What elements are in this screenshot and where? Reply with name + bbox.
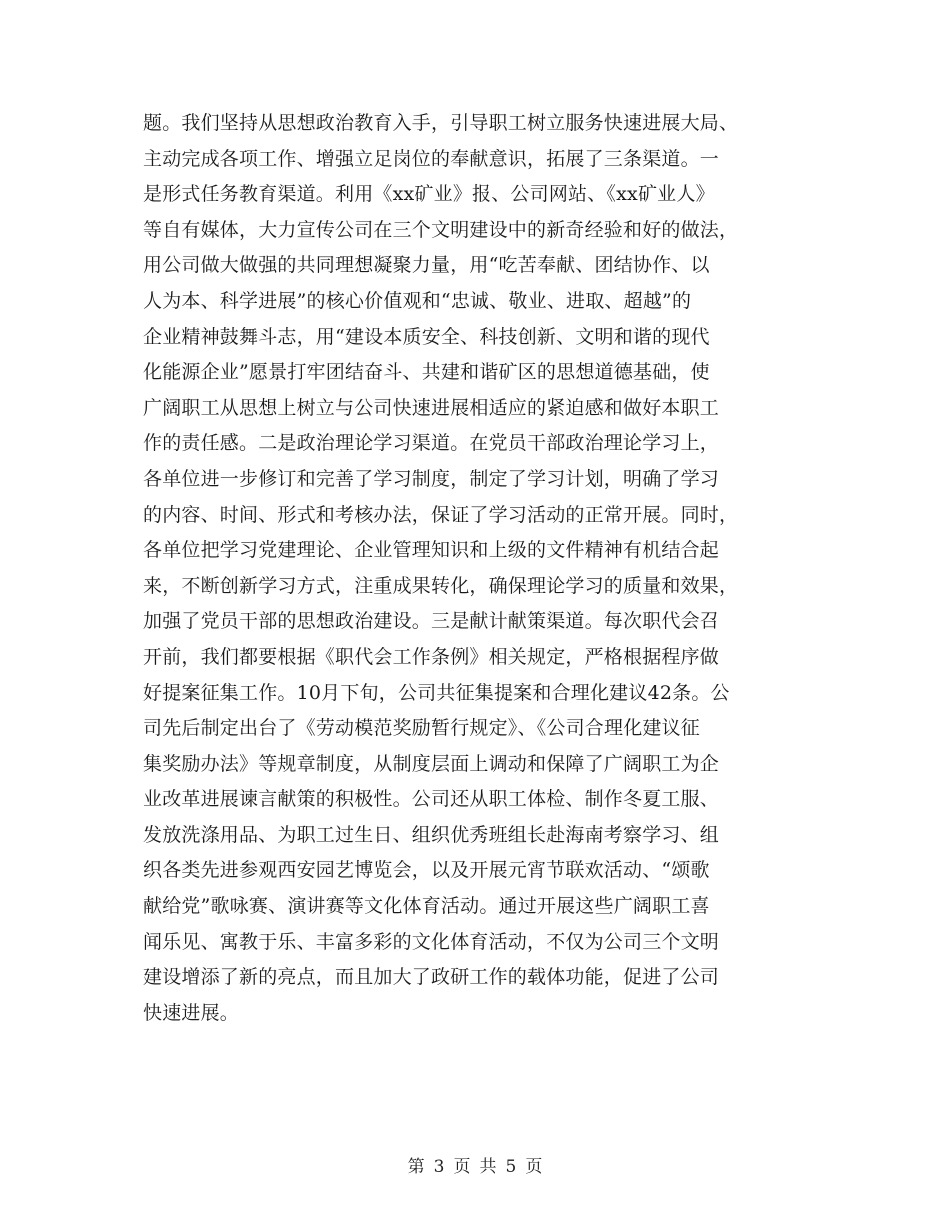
text-line: 题。我们坚持从思想政治教育入手，引导职工树立服务快速进展大局、 <box>143 112 739 134</box>
text-line: 司先后制定出台了《劳动模范奖励暂行规定》、《公司合理化建议征 <box>143 717 701 740</box>
footer-suffix: 页 <box>525 1157 543 1177</box>
text-line: 人为本、科学进展”的核心价值观和“忠诚、敬业、进取、超越”的 <box>143 289 692 312</box>
body-text <box>143 106 823 1031</box>
footer-page-word: 页 <box>453 1157 471 1177</box>
current-page-number: 3 <box>433 1157 445 1177</box>
text-line: 是形式任务教育渠道。利用《xx矿业》报、公司网站、《xx矿业人》 <box>143 183 715 206</box>
text-line: 加强了党员干部的思想政治建设。三是献计献策渠道。每次职代会召 <box>143 610 720 633</box>
text-line: 企业精神鼓舞斗志，用“建设本质安全、科技创新、文明和谐的现代 <box>143 325 710 348</box>
text-line: 各单位把学习党建理论、企业管理知识和上级的文件精神有机结合起 <box>143 539 720 562</box>
text-line: 开前，我们都要根据《职代会工作条例》相关规定，严格根据程序做 <box>143 645 720 668</box>
text-line: 快速进展。 <box>143 1001 240 1024</box>
text-line: 广阔职工从思想上树立与公司快速进展相适应的紧迫感和做好本职工 <box>143 396 720 419</box>
text-line: 好提案征集工作。10月下旬，公司共征集提案和合理化建议42条。公 <box>143 681 730 704</box>
text-line: 用公司做大做强的共同理想凝聚力量，用“吃苦奉献、团结协作、以 <box>143 254 710 277</box>
text-line: 主动完成各项工作、增强立足岗位的奉献意识，拓展了三条渠道。一 <box>143 147 720 170</box>
total-pages-number: 5 <box>505 1157 517 1177</box>
text-line: 集奖励办法》等规章制度，从制度层面上调动和保障了广阔职工为企 <box>143 752 720 775</box>
footer-prefix: 第 <box>407 1157 425 1177</box>
text-line: 业改革进展谏言献策的积极性。公司还从职工体检、制作冬夏工服、 <box>143 788 720 811</box>
page-footer <box>0 1156 950 1178</box>
text-line: 献给党”歌咏赛、演讲赛等文化体育活动。通过开展这些广阔职工喜 <box>143 895 710 918</box>
footer-total-word: 共 <box>479 1157 497 1177</box>
text-line: 各单位进一步修订和完善了学习制度，制定了学习计划，明确了学习 <box>143 467 720 490</box>
text-line: 作的责任感。二是政治理论学习渠道。在党员干部政治理论学习上， <box>143 432 720 455</box>
text-line: 发放洗涤用品、为职工过生日、组织优秀班组长赴海南考察学习、组 <box>143 823 720 846</box>
text-line: 织各类先进参观西安园艺博览会，以及开展元宵节联欢活动、“颂歌 <box>143 859 710 882</box>
text-line: 闻乐见、寓教于乐、丰富多彩的文化体育活动，不仅为公司三个文明 <box>143 930 720 953</box>
text-line: 等自有媒体，大力宣传公司在三个文明建设中的新奇经验和好的做法， <box>143 218 739 241</box>
text-line: 化能源企业”愿景打牢团结奋斗、共建和谐矿区的思想道德基础，使 <box>143 361 710 384</box>
text-line: 建设增添了新的亮点，而且加大了政研工作的载体功能，促进了公司 <box>143 966 720 989</box>
text-line: 的内容、时间、形式和考核办法，保证了学习活动的正常开展。同时， <box>143 503 739 526</box>
text-line: 来，不断创新学习方式，注重成果转化，确保理论学习的质量和效果， <box>143 574 739 597</box>
